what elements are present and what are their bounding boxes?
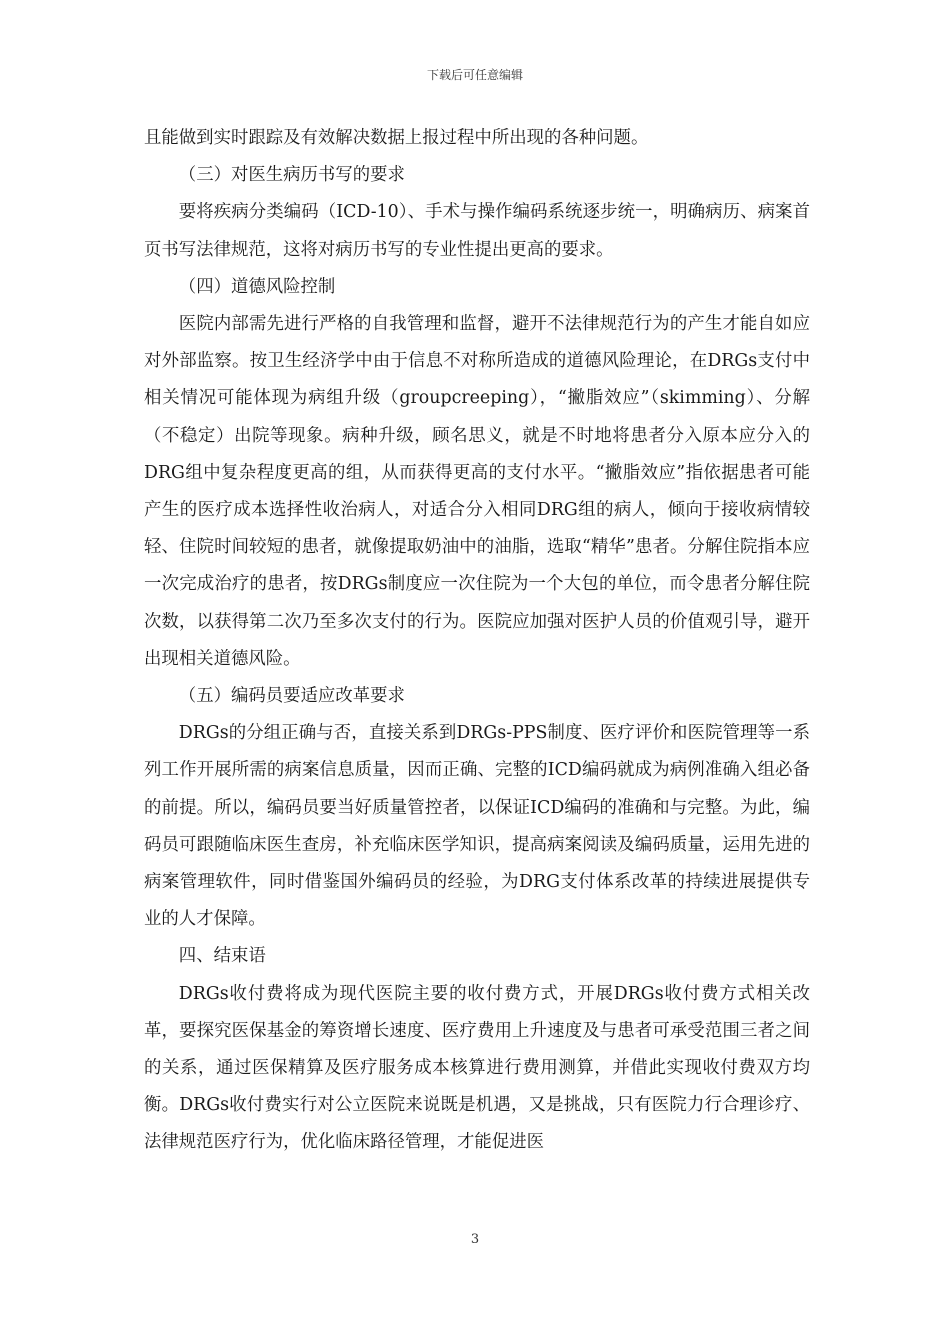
paragraph-continuation: 且能做到实时跟踪及有效解决数据上报过程中所出现的各种问题。 — [144, 128, 649, 148]
section-heading-5: （五）编码员要适应改革要求 — [178, 686, 405, 707]
paragraph-moral-risk: 医院内部需先进行严格的自我管理和监督，避开不法律规范行为的产生才能自如应对外部监察。按卫生经济学中由于信息不对称所造成的道德风险理论，在DRGs支付中相关情况可能体现为病组升级（groupcreeping），“撇脂效应”（skimming）、分解（不稳定）出院等现象。病种升级，顾名思义，就是不时地将患者分入原本应分入的DRG组中复杂程度更高的组，从而获得更高的支付水平。“撇脂效应”指依据患者可能产生的医疗成本选择性收治病人，对适合分入相同DRG组的病人，倾向于接收病情较轻、住院时间较短的患者，就像提取奶油中的油脂，选取“精华”患者。分解住院指本应一次完成治疗的患者，按DRGs制度应一次住院为一个大包的单位，而令患者分解住院次数，以获得第二次乃至多次支付的行为。医院应加强对医护人员的价值观引导，避开出现相关道德风险。 — [144, 314, 810, 669]
paragraph-coders: DRGs的分组正确与否，直接关系到DRGs-PPS制度、医疗评价和医院管理等一系列工作开展所需的病案信息质量，因而正确、完整的ICD编码就成为病例准确入组必备的前提。所以，编码员要当好质量管控者，以保证ICD编码的准确和与完整。为此，编码员可跟随临床医生查房，补充临床医学知识，提高病案阅读及编码质量，运用先进的病案管理软件，同时借鉴国外编码员的经验，为DRG支付体系改革的持续进展提供专业的人才保障。 — [144, 723, 810, 930]
page-header: 下载后可任意编辑 — [426, 68, 523, 82]
section-heading-4: （四）道德风险控制 — [178, 276, 336, 297]
section-heading-3: （三）对医生病历书写的要求 — [178, 165, 405, 186]
section-heading-conclusion: 四、结束语 — [178, 946, 266, 967]
paragraph-conclusion: DRGs收付费将成为现代医院主要的收付费方式，开展DRGs收付费方式相关改革，要探究医保基金的筹资增长速度、医疗费用上升速度及与患者可承受范围三者之间的关系，通过医保精算及医疗服务成本核算进行费用测算，并借此实现收付费双方均衡。DRGs收付费实行对公立医院来说既是机遇，又是挑战，只有医院力行合理诊疗、法律规范医疗行为，优化临床路径管理，才能促进医 — [144, 983, 810, 1153]
paragraph-medical-records: 要将疾病分类编码（ICD-10）、手术与操作编码系统逐步统一，明确病历、病案首页书写法律规范，这将对病历书写的专业性提出更高的要求。 — [144, 202, 810, 260]
page-number: 3 — [470, 1232, 480, 1247]
document-body — [144, 120, 810, 1162]
